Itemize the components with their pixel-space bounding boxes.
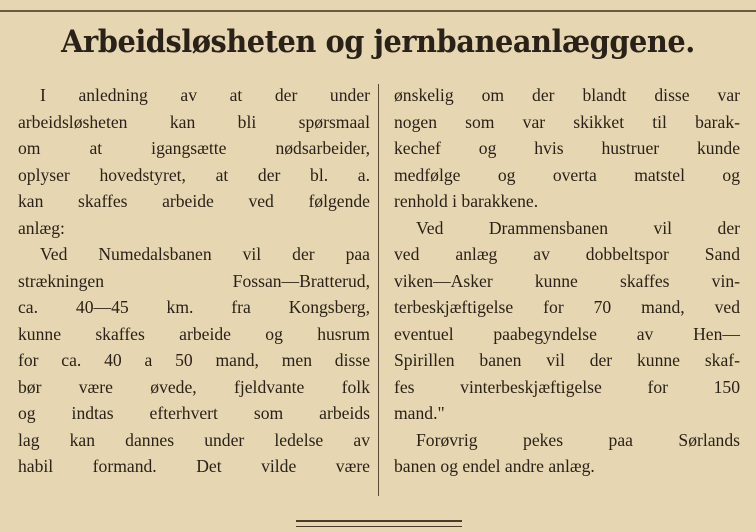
text-line: I anledning av at der under <box>40 85 370 105</box>
text-line: for ca. 40 a 50 mand, men disse <box>18 350 370 370</box>
text-line: habil formand. Det vilde være <box>18 456 370 476</box>
text-line: Spirillen banen vil der kunne skaf- <box>394 350 740 370</box>
text-line: kunne skaffes arbeide og husrum <box>18 323 370 344</box>
text-line: mand." <box>394 403 445 423</box>
text-line: om at igangsætte nødsarbeider, <box>18 138 370 158</box>
text-line: kechef og hvis hustruer kunde <box>394 138 740 158</box>
text-line: strækningen Fossan—Bratterud, <box>18 270 370 291</box>
bottom-rule <box>296 520 462 527</box>
text-line: renhold i barakkene. <box>394 191 539 211</box>
text-line: fes vinterbeskjæftigelse for 150 <box>394 376 740 397</box>
text-line: terbeskjæftigelse for 70 mand, ved <box>394 297 740 317</box>
right-column <box>394 82 740 480</box>
text-line: anlæg: <box>18 217 65 238</box>
text-line: bør være øvede, fjeldvante folk <box>18 376 370 397</box>
text-line: viken—Asker kunne skaffes vin- <box>394 270 740 291</box>
headline: Arbeidsløsheten og jernbaneanlæggene. <box>61 24 695 60</box>
text-line: lag kan dannes under ledelse av <box>18 429 370 450</box>
text-line: eventuel paabegyndelse av Hen— <box>394 323 740 344</box>
text-line: ca. 40—45 km. fra Kongsberg, <box>18 297 370 317</box>
text-line: Forøvrig pekes paa Sørlands <box>416 429 740 450</box>
text-line: ønskelig om der blandt disse var <box>394 85 740 105</box>
text-line: Ved Numedalsbanen vil der paa <box>40 244 370 264</box>
top-rule <box>0 10 756 12</box>
column-divider <box>378 84 379 496</box>
text-line: nogen som var skikket til barak- <box>394 111 740 132</box>
text-line: og indtas efterhvert som arbeids <box>18 403 370 423</box>
text-line: Ved Drammensbanen vil der <box>416 217 740 238</box>
text-line: kan skaffes arbeide ved følgende <box>18 191 370 211</box>
text-line: arbeidsløsheten kan bli spørsmaal <box>18 111 370 132</box>
text-line: banen og endel andre anlæg. <box>394 456 595 476</box>
text-line: ved anlæg av dobbeltspor Sand <box>394 244 740 264</box>
text-line: oplyser hovedstyret, at der bl. a. <box>18 164 370 185</box>
left-column <box>18 82 370 480</box>
text-line: medfølge og overta matstel og <box>394 164 740 185</box>
